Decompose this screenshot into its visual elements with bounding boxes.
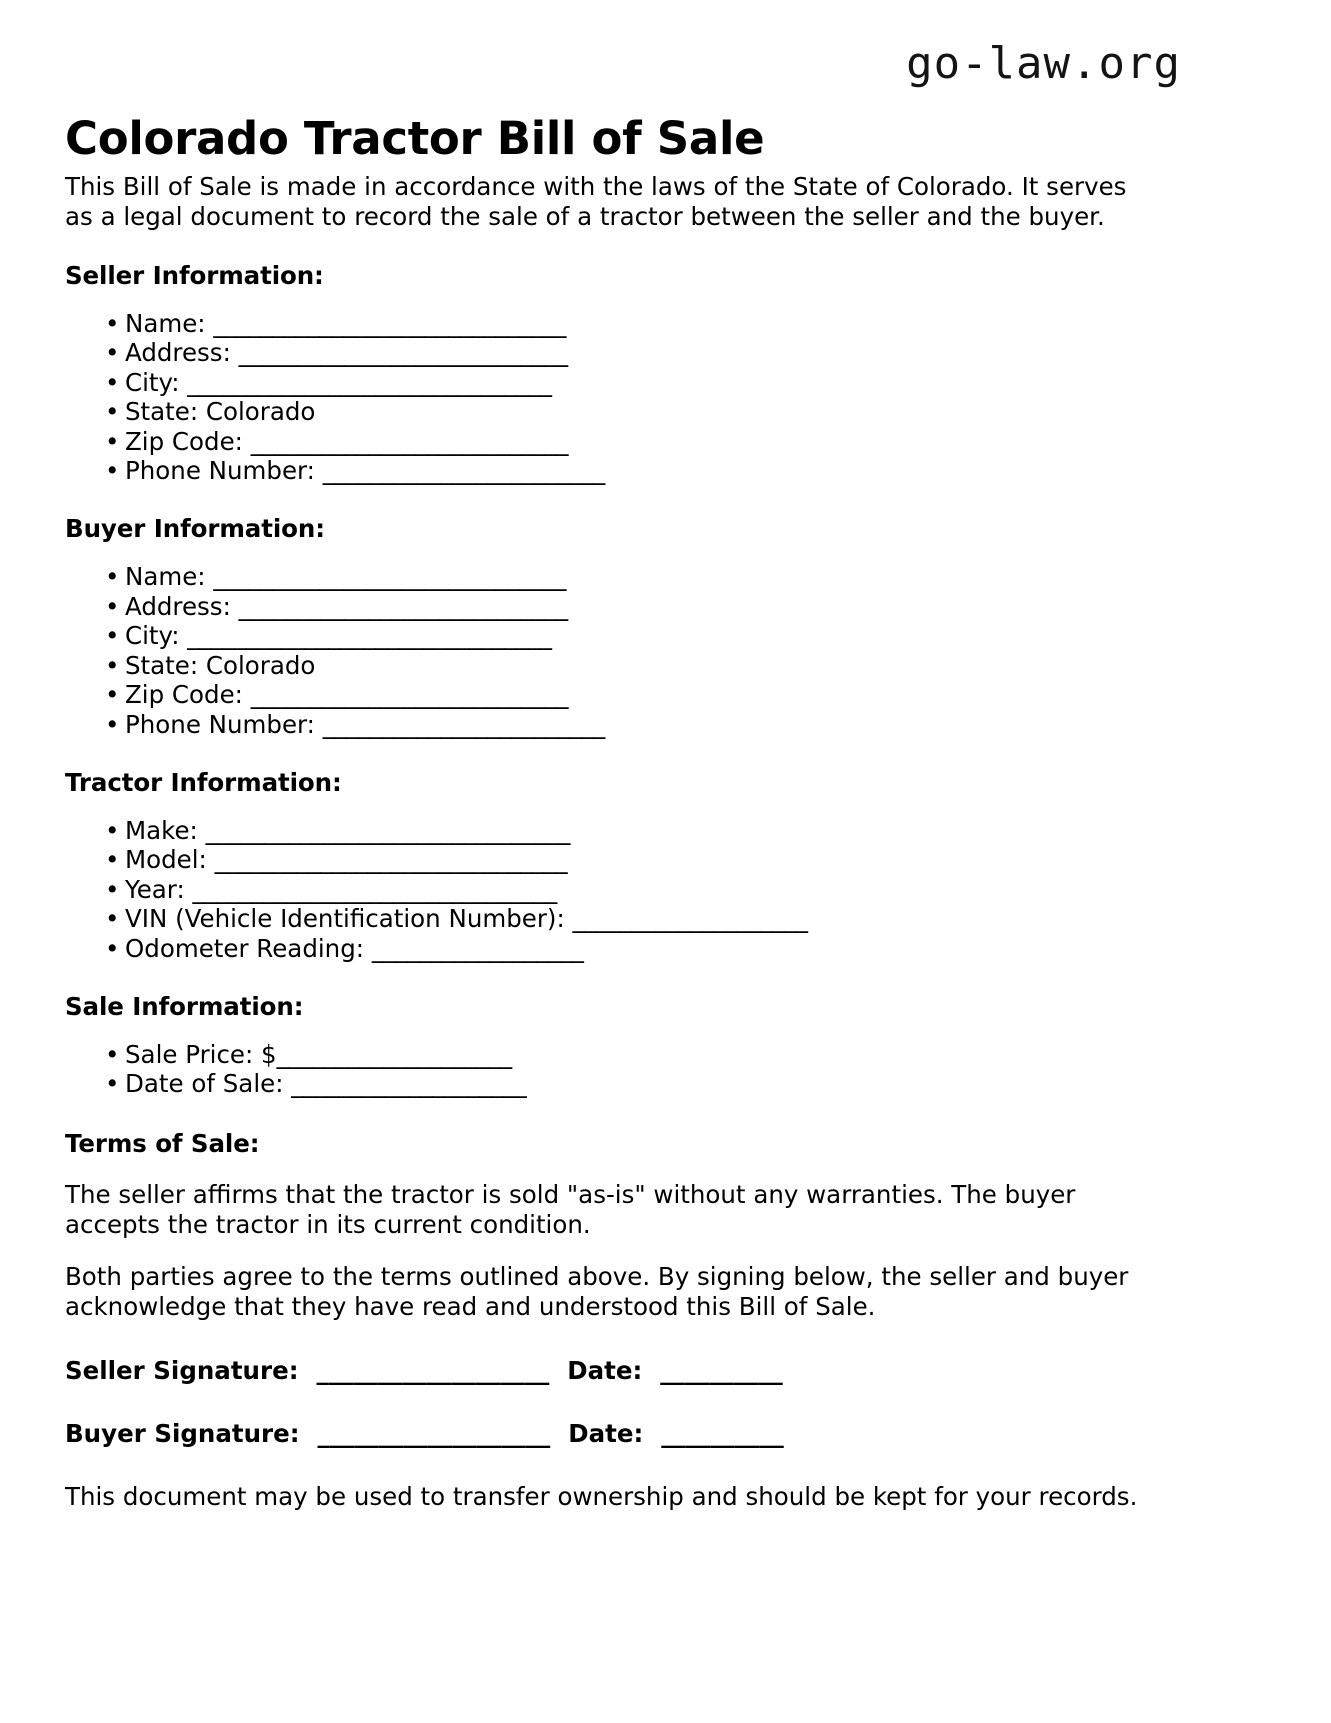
field-buyer-city bbox=[65, 621, 1175, 651]
seller-signature-label: Seller Signature: bbox=[65, 1355, 299, 1385]
field-label: Zip Code: bbox=[125, 680, 243, 709]
tractor-information-list bbox=[65, 816, 1175, 964]
field-tractor-odometer bbox=[65, 934, 1175, 964]
seller-date-label: Date: bbox=[567, 1355, 643, 1385]
field-buyer-address bbox=[65, 592, 1175, 622]
field-seller-city bbox=[65, 368, 1175, 398]
field-label: Name: bbox=[125, 308, 206, 338]
field-seller-address bbox=[65, 338, 1175, 368]
field-tractor-make bbox=[65, 816, 1175, 846]
terms-of-sale-heading: Terms of Sale: bbox=[65, 1128, 260, 1158]
field-sale-price bbox=[65, 1040, 1175, 1070]
field-label: Name: bbox=[125, 562, 206, 591]
page-title: Colorado Tractor Bill of Sale bbox=[65, 112, 765, 166]
buyer-signature-line bbox=[65, 1419, 1175, 1448]
sale-information-heading: Sale Information: bbox=[65, 991, 304, 1021]
field-blank[interactable]: ______________________________ bbox=[213, 308, 566, 338]
field-label: Date of Sale: bbox=[125, 1069, 284, 1098]
field-blank[interactable]: _______________________________ bbox=[192, 874, 557, 904]
seller-information-heading: Seller Information: bbox=[65, 260, 324, 290]
field-label: Sale Price: $ bbox=[125, 1039, 277, 1069]
field-label: State: Colorado bbox=[125, 650, 316, 680]
field-seller-name bbox=[65, 309, 1175, 339]
buyer-date-blank[interactable]: __________ bbox=[661, 1418, 784, 1448]
field-label: City: bbox=[125, 367, 180, 397]
field-label: Zip Code: bbox=[125, 426, 243, 456]
field-sale-date bbox=[65, 1069, 1175, 1099]
field-buyer-zip bbox=[65, 680, 1175, 710]
field-label: Model: bbox=[125, 845, 207, 874]
field-label: Year: bbox=[125, 874, 185, 904]
field-blank[interactable]: _______________________________ bbox=[205, 815, 570, 845]
intro-paragraph: This Bill of Sale is made in accordance with the laws of the State of Colorado. It serves as a legal document to record the sale of a tractor between the seller and the buyer. bbox=[65, 172, 1127, 231]
sale-information-list bbox=[65, 1040, 1175, 1099]
field-tractor-vin bbox=[65, 904, 1175, 934]
field-blank[interactable]: ______________________________ bbox=[214, 845, 568, 874]
field-buyer-state bbox=[65, 651, 1175, 681]
footer-note: This document may be used to transfer ownership and should be kept for your records. bbox=[65, 1481, 1138, 1511]
buyer-signature-label: Buyer Signature: bbox=[65, 1418, 300, 1448]
seller-information-list bbox=[65, 309, 1175, 486]
field-label: City: bbox=[125, 621, 180, 650]
field-label: Address: bbox=[125, 338, 231, 367]
buyer-date-label: Date: bbox=[568, 1418, 644, 1448]
field-seller-zip bbox=[65, 427, 1175, 457]
field-seller-state bbox=[65, 397, 1175, 427]
field-blank[interactable]: ____________________ bbox=[276, 1039, 512, 1069]
seller-signature-blank[interactable]: ___________________ bbox=[316, 1355, 550, 1385]
terms-paragraph-1: The seller affirms that the tractor is sold "as-is" without any warranties. The buyer accepts the tractor in its current condition. bbox=[65, 1179, 1076, 1239]
field-buyer-name bbox=[65, 562, 1175, 592]
field-blank[interactable]: ____________________________ bbox=[238, 591, 568, 621]
seller-signature-line bbox=[65, 1356, 1175, 1385]
field-label: Phone Number: bbox=[125, 456, 315, 485]
field-label: Address: bbox=[125, 591, 231, 621]
field-blank[interactable]: ___________________________ bbox=[250, 680, 568, 709]
document-body bbox=[65, 172, 1175, 1512]
field-blank[interactable]: ___________________________ bbox=[250, 426, 568, 456]
field-blank[interactable]: _______________________________ bbox=[187, 367, 552, 397]
field-label: Make: bbox=[125, 815, 198, 845]
field-blank[interactable]: ____________________ bbox=[291, 1069, 527, 1098]
field-blank[interactable]: __________________ bbox=[371, 933, 584, 963]
field-blank[interactable]: ________________________ bbox=[322, 709, 605, 739]
field-tractor-year bbox=[65, 875, 1175, 905]
field-label: Phone Number: bbox=[125, 709, 315, 739]
site-logo: go-law.org bbox=[906, 38, 1181, 89]
field-blank[interactable]: ____________________ bbox=[572, 904, 808, 933]
terms-paragraph-2: Both parties agree to the terms outlined above. By signing below, the seller and buyer acknowledge that they have read and understood this Bill of Sale. bbox=[65, 1261, 1129, 1321]
seller-date-blank[interactable]: __________ bbox=[660, 1355, 783, 1385]
tractor-information-heading: Tractor Information: bbox=[65, 767, 342, 797]
field-seller-phone bbox=[65, 456, 1175, 486]
field-blank[interactable]: ______________________________ bbox=[213, 562, 566, 591]
buyer-information-heading: Buyer Information: bbox=[65, 514, 325, 543]
field-tractor-model bbox=[65, 845, 1175, 875]
buyer-signature-blank[interactable]: ___________________ bbox=[317, 1418, 551, 1448]
field-label: VIN (Vehicle Identification Number): bbox=[125, 904, 565, 933]
field-label: State: Colorado bbox=[125, 397, 316, 426]
field-label: Odometer Reading: bbox=[125, 933, 365, 963]
buyer-information-list bbox=[65, 562, 1175, 739]
field-buyer-phone bbox=[65, 710, 1175, 740]
field-blank[interactable]: _______________________________ bbox=[187, 621, 552, 650]
field-blank[interactable]: ____________________________ bbox=[238, 338, 568, 367]
field-blank[interactable]: ________________________ bbox=[322, 456, 605, 485]
